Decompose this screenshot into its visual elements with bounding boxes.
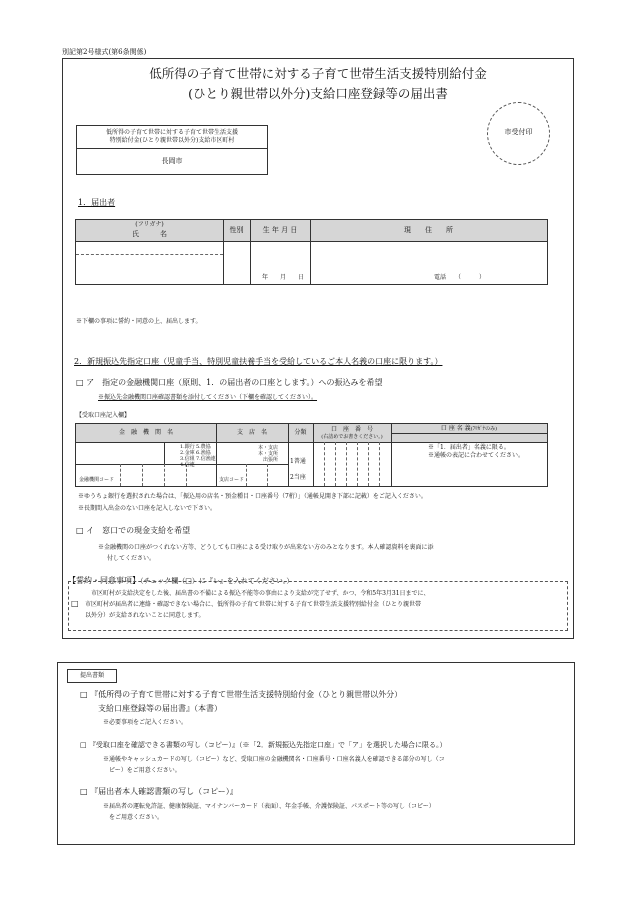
branch-type: 本・支店 bbox=[258, 445, 279, 451]
bank-code-label: 金融機関コード bbox=[79, 477, 115, 483]
municipality-value: 長岡市 bbox=[161, 157, 183, 165]
birthdate-label: 生 年 月 日 bbox=[262, 226, 298, 234]
birthdate-units: 年 月 日 bbox=[262, 274, 305, 281]
category-label: 分類 bbox=[294, 429, 307, 436]
doc-item3-line1: □ 『届出者本人確認書類の写し（コピー）』 bbox=[80, 787, 238, 796]
applicant-table bbox=[75, 219, 548, 285]
address-label: 現 住 所 bbox=[404, 226, 453, 234]
branch-name-label: 支 店 名 bbox=[236, 429, 267, 436]
account-type-normal: 1普通 bbox=[290, 458, 306, 465]
account-holder-kana: (ﾌﾘｶﾞﾅのみ) bbox=[470, 426, 498, 432]
doc-item3-note1: ※届出者の運転免許証、健康保険証、マイナンバーカード（表面）、年金手帳、介護保険証、パスポート等の写し（コピー） bbox=[103, 803, 435, 810]
section1-title: 1．届出者 bbox=[78, 198, 116, 207]
consent-header: 【誓約・同意事項】 bbox=[68, 576, 140, 585]
bank-name-label: 金 融 機 関 名 bbox=[118, 429, 173, 436]
consent-line2: 市区町村が届出者に連絡・確認できない場合に、低所得の子育て世帯に対する子育て世帯生活支援特別給付金（ひとり親世帯 bbox=[85, 601, 422, 608]
doc-item1-line2: 支給口座登録等の届出書』（本書） bbox=[98, 704, 222, 713]
bank-type: 5.農協 bbox=[196, 444, 211, 450]
bank-type: 2.金庫 bbox=[180, 450, 195, 456]
consent-line3: 以外分）が支給されないことに同意します。 bbox=[85, 612, 205, 619]
bank-type: 3.信組 bbox=[180, 456, 195, 462]
consent-line1: 市区町村が支給決定をした後、届出書の不備による振込不能等の事由により支給が完了せず、かつ、令和5年3月31日までに、 bbox=[91, 590, 430, 597]
doc-item2-note1: ※通帳やキャッシュカードの写し（コピー）など、受取口座の金融機関名・口座番号・口座名義人を確認できる部分の写し（コ bbox=[103, 756, 445, 763]
municipality-header-line1: 低所得の子育て世帯に対する子育て世帯生活支援 bbox=[105, 129, 238, 136]
municipality-header-line2: 特別給付金(ひとり親世帯以外分)支給市区町村 bbox=[109, 137, 235, 144]
title-line1: 低所得の子育て世帯に対する子育て世帯生活支援特別給付金 bbox=[149, 66, 487, 81]
bank-types-col2 bbox=[196, 444, 216, 462]
branch-types bbox=[258, 445, 278, 463]
bank-types-col1 bbox=[180, 444, 195, 468]
doc-item1-note: ※必要事項をご記入ください。 bbox=[103, 719, 188, 726]
holder-note1: ※「1．届出者」名義に限る。 bbox=[428, 444, 510, 451]
option-a-note: ※振込先金融機関口座確認書類を添付してください（下欄を確認してください）。 bbox=[98, 394, 318, 401]
holder-note2: ※通帳の表記に合わせてください。 bbox=[428, 452, 525, 459]
account-type-current: 2当座 bbox=[290, 474, 306, 481]
bank-type: 6.漁協 bbox=[196, 450, 211, 456]
account-header: 【受取口座記入欄】 bbox=[76, 412, 131, 419]
name-label: 氏 名 bbox=[132, 230, 167, 238]
bank-type: 4.信連 bbox=[180, 462, 195, 468]
bank-type: 1.銀行 bbox=[180, 444, 195, 450]
gender-label: 性別 bbox=[229, 226, 244, 234]
account-table bbox=[75, 423, 548, 487]
consent-box bbox=[68, 581, 568, 631]
doc-item2-line1: □ 『受取口座を確認できる書類の写し（コピー）』（※「2．新規振込先指定口座」で「ア」を選択した場合に限る。） bbox=[80, 741, 447, 749]
account-holder-label bbox=[391, 425, 547, 432]
doc-item1-line1: □ 『低所得の子育て世帯に対する子育て世帯生活支援特別給付金（ひとり親世帯以外分） bbox=[80, 690, 403, 699]
phone-label: 電話 （ ） bbox=[434, 274, 486, 281]
title-line2: (ひとり親世帯以外分)支給口座登録等の届出書 bbox=[188, 86, 448, 101]
documents-header: 提出書類 bbox=[79, 672, 104, 679]
furigana-label: (フリガナ) bbox=[135, 221, 164, 228]
consent-checkbox[interactable]: □ bbox=[71, 599, 79, 608]
consent-header-sub: （チェック欄（□）に『レ』を入れてください。） bbox=[140, 577, 294, 585]
yucho-note: ※ゆうちょ銀行を選択された場合は、「振込用の店名・預金種目・口座番号（7桁）」（通帳見開き下部に記載）をご記入ください。 bbox=[78, 493, 427, 500]
doc-item3-note2: をご用意ください。 bbox=[109, 814, 164, 821]
account-number-note: (右詰めでお書きください。) bbox=[321, 434, 383, 440]
option-i[interactable]: □ イ 窓口での現金支給を希望 bbox=[76, 526, 191, 535]
account-number-label: 口 座 番 号 bbox=[330, 426, 373, 433]
municipality-box bbox=[76, 125, 268, 175]
branch-type: 出張所 bbox=[263, 457, 279, 463]
option-i-note2: 付してください。 bbox=[107, 555, 156, 562]
option-a[interactable]: □ ア 指定の金融機関口座（原則、1．の届出者の口座とします。）への振込みを希望 bbox=[76, 378, 383, 387]
option-i-note1: ※金融機関の口座がつくれない方等、どうしても口座による受け取りが出来ない方のみとなります。本人確認資料を裏面に添 bbox=[98, 544, 434, 551]
longterm-note: ※長期間入出金のない口座を記入しないで下さい。 bbox=[78, 505, 217, 512]
stamp-label: 市受付印 bbox=[504, 128, 533, 136]
branch-code-label: 支店コード bbox=[219, 477, 245, 483]
account-holder-text: 口 座 名 義 bbox=[440, 425, 471, 432]
doc-item2-note2: ピー）をご用意ください。 bbox=[109, 767, 181, 774]
branch-type: 本・支所 bbox=[258, 451, 279, 457]
section2-title: 2．新規振込先指定口座（児童手当、特別児童扶養手当を受給しているご本人名義の口座に限ります。） bbox=[74, 357, 443, 366]
pledge-note: ※下欄の事項に誓約・同意の上、届出します。 bbox=[76, 318, 202, 325]
bank-type: 7.信漁連 bbox=[196, 456, 216, 462]
form-id: 別記第2号様式(第6条関係) bbox=[62, 48, 147, 56]
